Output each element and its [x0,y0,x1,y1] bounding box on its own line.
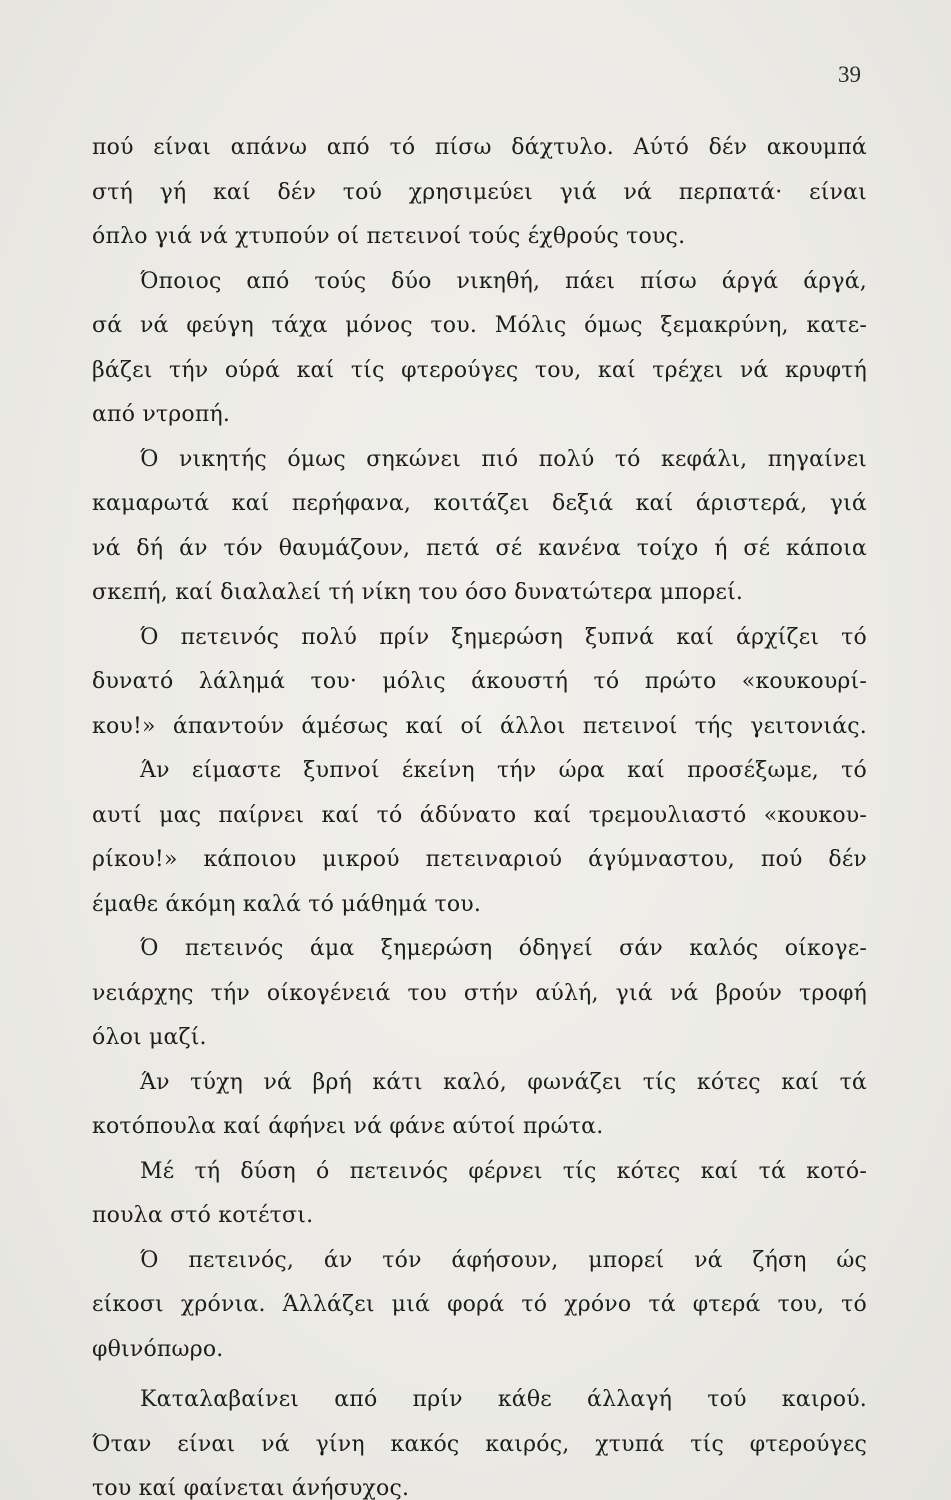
body-text [92,126,867,1500]
text-line: όπλο γιά νά χτυπούν οί πετεινοί τούς έχθρούς τους. [92,224,686,249]
page-number: 39 [838,62,861,87]
text-line: κοτόπουλα καί άφήνει νά φάνε αύτοί πρώτα. [92,1114,604,1139]
text-line: νειάρχης τήν οίκογένειά του στήν αύλή, γιά νά βρούν τροφή [92,980,867,1006]
text-line: Ό πετεινός πολύ πρίν ξημερώση ξυπνά καί άρχίζει τό [140,624,867,650]
text-line: δυνατό λάλημά του· μόλις άκουστή τό πρώτο «κουκουρί- [92,669,867,694]
text-line: Όταν είναι νά γίνη κακός καιρός, χτυπά τίς φτερούγες [92,1431,867,1457]
text-line: έμαθε άκόμη καλά τό μάθημά του. [92,891,482,917]
text-line: ρίκου!» κάποιου μικρού πετειναριού άγύμναστου, πού δέν [92,847,867,872]
text-line: πού είναι απάνω από τό πίσω δάχτυλο. Αύτό δέν ακουμπά [92,135,867,160]
text-line: καμαρωτά καί περήφανα, κοιτάζει δεξιά καί άριστερά, γιά [92,491,867,516]
text-line: Καταλαβαίνει από πρίν κάθε άλλαγή τού καιρού. [140,1387,867,1412]
text-line: νά δή άν τόν θαυμάζουν, πετά σέ κανένα τοίχο ή σέ κάποια [92,535,867,561]
text-line: από ντροπή. [92,402,231,427]
text-line: πουλα στό κοτέτσι. [92,1203,314,1228]
text-line: σά νά φεύγη τάχα μόνος του. Μόλις όμως ξεμακρύνη, κατε- [92,313,867,338]
text-line: του καί φαίνεται άνήσυχος. [92,1476,410,1500]
text-line: είκοσι χρόνια. Άλλάζει μιά φορά τό χρόνο τά φτερά του, τό [92,1292,867,1317]
text-line: όλοι μαζί. [92,1025,207,1050]
text-line: Άν είμαστε ξυπνοί έκείνη τήν ώρα καί προσέξωμε, τό [140,758,867,783]
text-line: κου!» άπαντούν άμέσως καί οί άλλοι πετεινοί τής γειτονιάς. [92,713,867,739]
text-line: φθινόπωρο. [92,1336,224,1362]
text-line: Άν τύχη νά βρή κάτι καλό, φωνάζει τίς κότες καί τά [140,1069,867,1095]
text-line: Όποιος από τούς δύο νικηθή, πάει πίσω άργά άργά, [140,268,867,294]
text-line: σκεπή, καί διαλαλεί τή νίκη του όσο δυνατώτερα μπορεί. [92,580,744,605]
text-line: Ό πετεινός, άν τόν άφήσουν, μπορεί νά ζήση ώς [140,1247,867,1273]
text-line: αυτί μας παίρνει καί τό άδύνατο καί τρεμουλιαστό «κουκου- [92,802,867,828]
text-line: βάζει τήν ούρά καί τίς φτερούγες του, καί τρέχει νά κρυφτή [92,357,867,383]
text-line: Ό πετεινός άμα ξημερώση όδηγεί σάν καλός οίκογε- [140,936,867,961]
text-line: Μέ τή δύση ό πετεινός φέρνει τίς κότες καί τά κοτό- [140,1158,867,1184]
text-line: Ό νικητής όμως σηκώνει πιό πολύ τό κεφάλι, πηγαίνει [140,446,867,472]
text-line: στή γή καί δέν τού χρησιμεύει γιά νά περπατά· είναι [92,179,867,205]
